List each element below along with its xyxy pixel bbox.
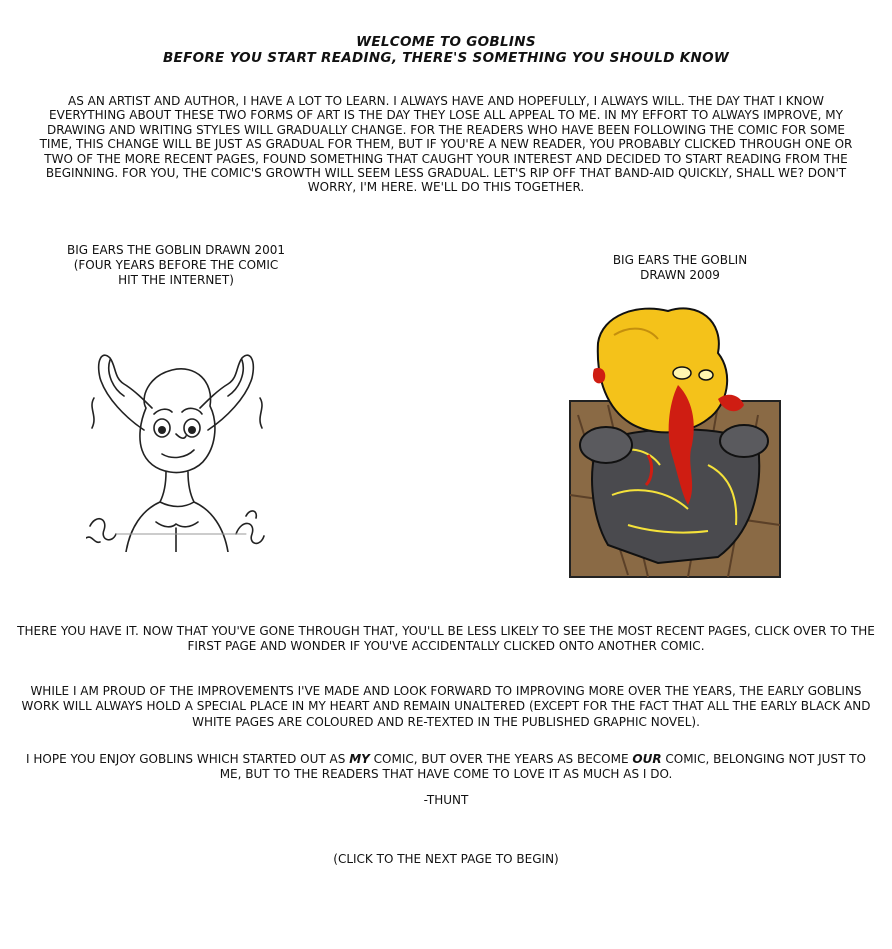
p3-text-1: I HOPE YOU ENJOY GOBLINS WHICH STARTED OUT AS — [26, 752, 350, 766]
p3-text-2: COMIC, BUT OVER THE YEARS AS BECOME — [369, 752, 633, 766]
title-line-2: BEFORE YOU START READING, THERE'S SOMETHING YOU SHOULD KNOW — [162, 50, 730, 66]
page-title — [0, 34, 892, 66]
left-illustration-caption: BIG EARS THE GOBLIN DRAWN 2001 (FOUR YEARS BEFORE THE COMIC HIT THE INTERNET) — [66, 243, 286, 287]
right-illustration-caption — [570, 253, 790, 283]
right-caption-line-1: BIG EARS THE GOBLIN — [612, 253, 748, 267]
body-paragraph-2: WHILE I AM PROUD OF THE IMPROVEMENTS I'VE MADE AND LOOK FORWARD TO IMPROVING MORE OVER THE YEARS, THE EARLY GOBLINS WORK WILL ALWAYS HOLD A SPECIAL PLACE IN MY HEART AND REMAIN UNALTERED (EXCEPT FOR THE FACT THAT ALL THE EARLY BLACK AND WHITE PAGES ARE COLOURED AND RE-TEXTED IN THE PUBLISHED GRAPHIC NOVEL). — [21, 684, 871, 729]
goblin-2009-color-art — [568, 295, 782, 579]
p3-emphasis-my: MY — [349, 752, 370, 766]
p3-emphasis-our: OUR — [632, 752, 662, 766]
next-page-instruction: (CLICK TO THE NEXT PAGE TO BEGIN) — [333, 852, 559, 866]
body-paragraph-3 — [14, 752, 878, 783]
right-caption-line-2: DRAWN 2009 — [640, 268, 720, 282]
intro-paragraph: AS AN ARTIST AND AUTHOR, I HAVE A LOT TO LEARN. I ALWAYS HAVE AND HOPEFULLY, I ALWAYS WILL. THE DAY THAT I KNOW EVERYTHING ABOUT THESE TWO FORMS OF ART IS THE DAY THEY LOSE ALL APPEAL TO ME. IN MY EFFORT TO ALWAYS IMPROVE, MY DRAWING AND WRITING STYLES WILL GRADUALLY CHANGE. FOR THE READERS WHO HAVE BEEN FOLLOWING THE COMIC FOR SOME TIME, THIS CHANGE WILL BE JUST AS GRADUAL FOR THEM, BUT IF YOU'RE A NEW READER, YOU PROBABLY CLICKED THROUGH ONE OR TWO OF THE MORE RECENT PAGES, FOUND SOMETHING THAT CAUGHT YOUR INTEREST AND DECIDED TO START READING FROM THE BEGINNING. FOR YOU, THE COMIC'S GROWTH WILL SEEM LESS GRADUAL. LET'S RIP OFF THAT BAND-AID QUICKLY, SHALL WE? DON'T WORRY, I'M HERE. WE'LL DO THIS TOGETHER. — [39, 94, 853, 195]
goblin-2001-sketch — [86, 338, 268, 552]
author-signature: -THUNT — [423, 793, 469, 807]
p3-text-3: COMIC, BELONGING NOT JUST TO ME, BUT TO THE READERS THAT HAVE COME TO LOVE IT AS MUCH AS I DO. — [219, 752, 866, 782]
body-paragraph-1: THERE YOU HAVE IT. NOW THAT YOU'VE GONE THROUGH THAT, YOU'LL BE LESS LIKELY TO SEE THE MOST RECENT PAGES, CLICK OVER TO THE FIRST PAGE AND WONDER IF YOU'VE ACCIDENTALLY CLICKED ONTO ANOTHER COMIC. — [17, 624, 875, 654]
title-line-1: WELCOME TO GOBLINS — [356, 34, 536, 50]
